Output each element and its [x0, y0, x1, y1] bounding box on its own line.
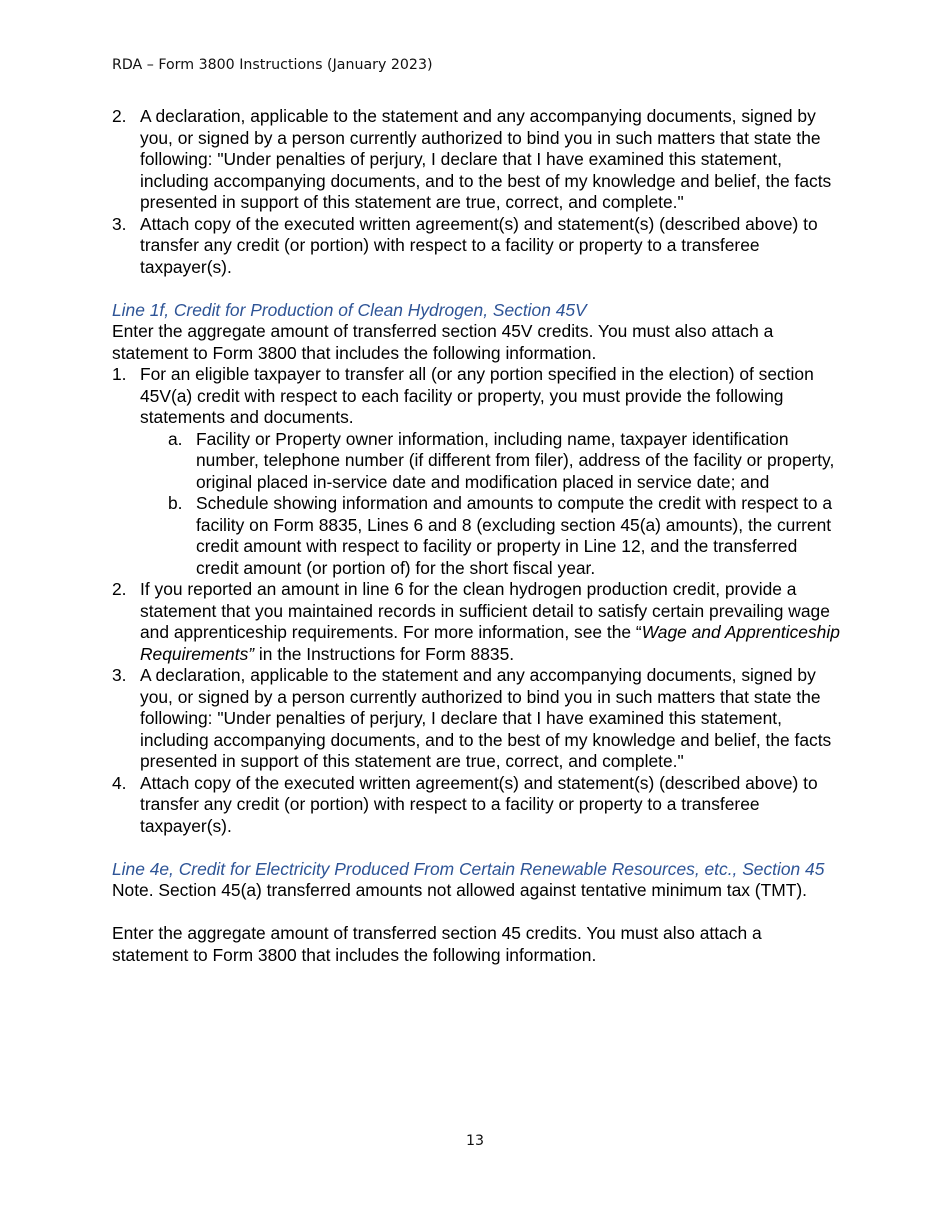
section-heading-line-1f: Line 1f, Credit for Production of Clean Hydrogen, Section 45V — [112, 299, 587, 320]
section-intro: Enter the aggregate amount of transferred section 45V credits. You must also attach a statement to Form 3800 that includes the following information. — [112, 321, 774, 363]
sub-list-item — [112, 493, 842, 579]
list-text: A declaration, applicable to the statement and any accompanying documents, signed by you, or signed by a person currently authorized to bind you in such matters that state the following: "Under penalties of perjury, I declare that I have examined this statement, including accompanying documents, and to the best of my knowledge and belief, the facts presented in support of this statement are true, correct, and complete." — [140, 665, 832, 771]
sub-list-text: Facility or Property owner information, including name, taxpayer identification number, telephone number (if different from filer), address of the facility or property, original placed in-service date and modification placed in service date; and — [196, 428, 835, 492]
list-text-italic: Wage and Apprenticeship Requirements” — [140, 622, 840, 664]
sub-list-item — [112, 429, 842, 494]
page-body — [112, 106, 842, 966]
list-text: A declaration, applicable to the statement and any accompanying documents, signed by you, or signed by a person currently authorized to bind you in such matters that state the following: "Under penalties of perjury, I declare that I have examined this statement, including accompanying documents, and to the best of my knowledge and belief, the facts presented in support of this statement are true, correct, and complete." — [140, 106, 832, 212]
list-text: Attach copy of the executed written agreement(s) and statement(s) (described above) to transfer any credit (or portion) with respect to a facility or property to a transferee taxpayer(s). — [140, 213, 818, 277]
sub-list-letter: b. — [168, 493, 183, 513]
list-number: 3. — [112, 665, 127, 685]
list-number: 3. — [112, 213, 127, 234]
list-item — [112, 364, 842, 429]
page-number: 13 — [465, 1133, 485, 1149]
list-item — [112, 106, 842, 214]
list-item — [112, 579, 842, 665]
list-text: For an eligible taxpayer to transfer all (or any portion specified in the election) of section 45V(a) credit with respect to each facility or property, you must provide the following statements and documents. — [140, 364, 814, 427]
list-item — [112, 214, 842, 279]
list-number: 2. — [112, 579, 127, 599]
list-item — [112, 773, 842, 838]
list-number: 2. — [112, 106, 127, 126]
section-heading-line-4e: Line 4e, Credit for Electricity Produced From Certain Renewable Resources, etc., Section 45 — [112, 858, 825, 879]
list-number: 4. — [112, 772, 127, 793]
sub-list-letter: a. — [168, 428, 183, 449]
list-text: If you reported an amount in line 6 for the clean hydrogen production credit, provide a statement that you maintained records in sufficient detail to satisfy certain prevailing wage and apprenticeship requirements. For more information, see the “ — [140, 579, 830, 642]
running-header: RDA – Form 3800 Instructions (January 2023) — [112, 57, 433, 73]
sub-list-text: Schedule showing information and amounts to compute the credit with respect to a facility on Form 8835, Lines 6 and 8 (excluding section 45(a) amounts), the current credit amount with respect to facility or property in Line 12, and the transferred credit amount (or portion of) for the short fiscal year. — [196, 493, 833, 578]
list-text: Attach copy of the executed written agreement(s) and statement(s) (described above) to transfer any credit (or portion) with respect to a facility or property to a transferee taxpayer(s). — [140, 772, 818, 836]
list-text: in the Instructions for Form 8835. — [254, 643, 515, 664]
list-item — [112, 665, 842, 773]
list-number: 1. — [112, 364, 127, 384]
section-note: Note. Section 45(a) transferred amounts not allowed against tentative minimum tax (TMT). — [112, 880, 807, 900]
section-intro: Enter the aggregate amount of transferred section 45 credits. You must also attach a statement to Form 3800 that includes the following information. — [112, 923, 762, 965]
